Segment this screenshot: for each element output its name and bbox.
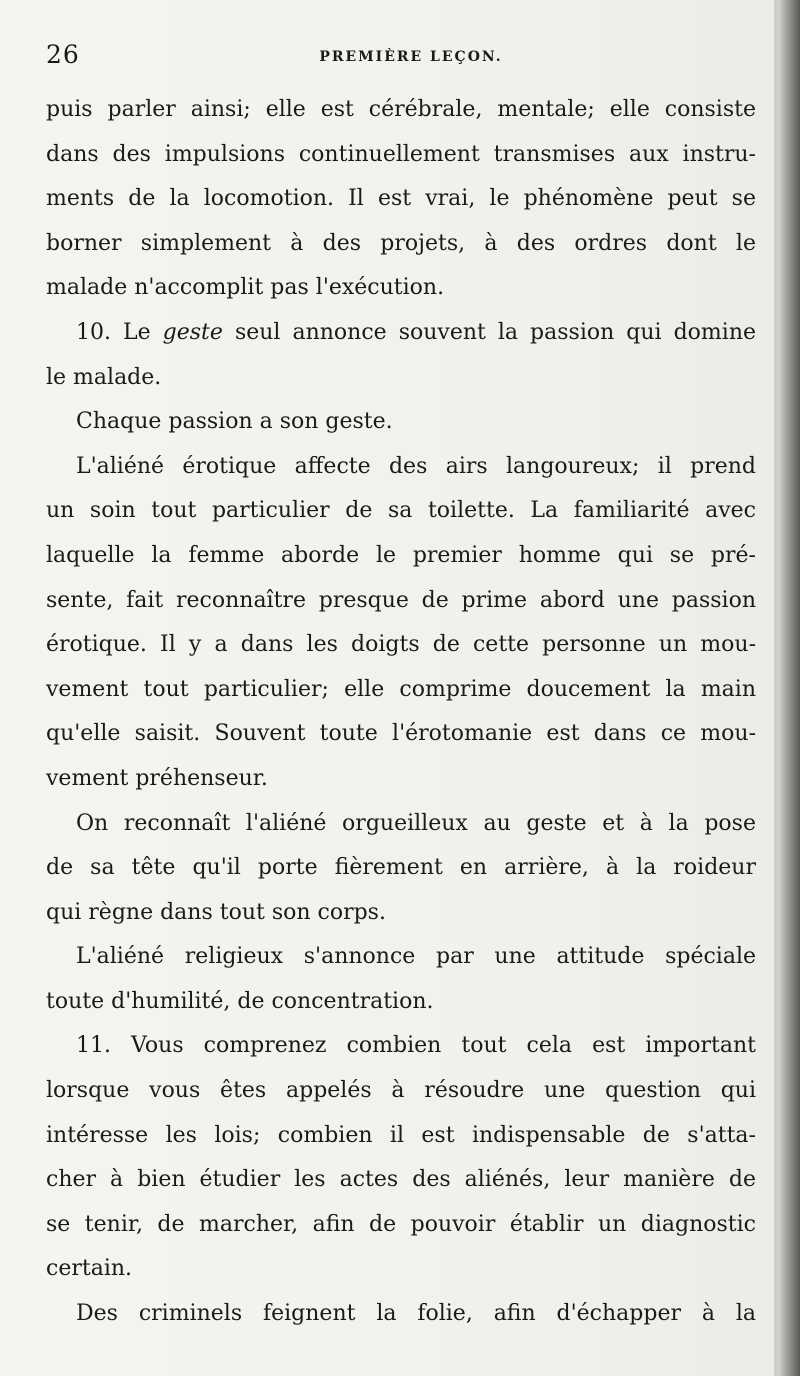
body-text	[46, 88, 756, 1337]
page-number: 26	[46, 40, 80, 69]
text-line: de sa tête qu'il porte fièrement en arrière, à la roideur	[46, 855, 756, 881]
running-head	[46, 40, 736, 72]
text-line: vement tout particulier; elle comprime doucement la main	[46, 676, 756, 702]
text-line: érotique. Il y a dans les doigts de cette personne un mou-	[46, 632, 756, 658]
text-line: qui règne dans tout son corps.	[46, 899, 386, 925]
text-line: borner simplement à des projets, à des ordres dont le	[46, 230, 756, 256]
text-line: le malade.	[46, 364, 162, 390]
book-spine-edge	[778, 0, 800, 1376]
text-line: 11. Vous comprenez combien tout cela est important	[76, 1033, 756, 1059]
text-line: L'aliéné religieux s'annonce par une attitude spéciale	[76, 944, 756, 970]
text-line: certain.	[46, 1256, 133, 1282]
text-line: Des criminels feignent la folie, afin d'échapper à la	[76, 1301, 756, 1327]
text-line: On reconnaît l'aliéné orgueilleux au geste et à la pose	[76, 810, 756, 836]
text-line: cher à bien étudier les actes des aliénés, leur manière de	[46, 1167, 756, 1193]
text-line: puis parler ainsi; elle est cérébrale, mentale; elle consiste	[46, 97, 756, 122]
text-line: dans des impulsions continuellement transmises aux instru-	[46, 141, 756, 167]
text-line: ments de la locomotion. Il est vrai, le phénomène peut se	[46, 186, 756, 212]
text-line: L'aliéné érotique affecte des airs langoureux; il prend	[76, 453, 756, 479]
emphasized-word: geste	[162, 319, 223, 345]
text-line: 10. Le geste seul annonce souvent la passion qui domine	[76, 319, 756, 345]
text-line: qu'elle saisit. Souvent toute l'érotomanie est dans ce mou-	[46, 721, 756, 747]
text-line: sente, fait reconnaître presque de prime abord une passion	[46, 587, 756, 613]
text-line: malade n'accomplit pas l'exécution.	[46, 275, 445, 301]
text-line: intéresse les lois; combien il est indispensable de s'atta-	[46, 1122, 756, 1148]
text-line: toute d'humilité, de concentration.	[46, 988, 434, 1014]
text-line: se tenir, de marcher, afin de pouvoir établir un diagnostic	[46, 1211, 756, 1237]
text-line: Chaque passion a son geste.	[76, 409, 393, 435]
text-line: lorsque vous êtes appelés à résoudre une question qui	[46, 1078, 756, 1104]
text-line: vement préhenseur.	[46, 765, 268, 791]
text-line: un soin tout particulier de sa toilette. La familiarité avec	[46, 498, 756, 524]
text-line: laquelle la femme aborde le premier homme qui se pré-	[46, 542, 756, 568]
chapter-title: PREMIÈRE LEÇON.	[319, 49, 503, 65]
